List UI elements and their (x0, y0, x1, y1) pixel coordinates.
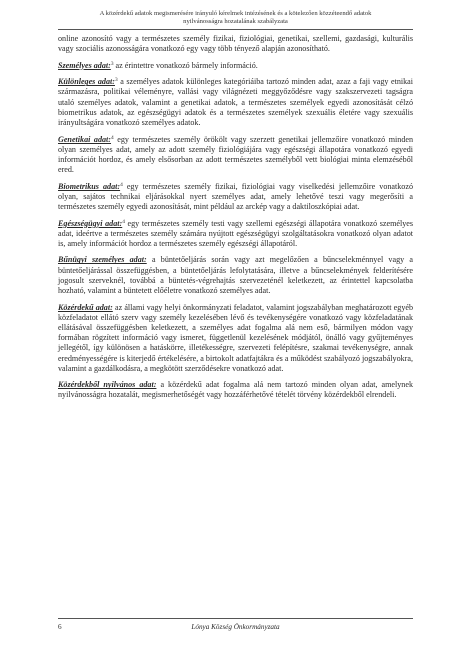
paragraph-health-data (58, 219, 413, 250)
paragraph-public-interest-data (58, 303, 413, 374)
header-line-2: nyilvánosságra hozatalának szabályzata (183, 18, 288, 26)
header-line-1: A közérdekű adatok megismerésére irányuló kérelmek intézésének és a kötelezően közzéteendő adatok (99, 10, 372, 17)
paragraph-criminal-data (58, 255, 413, 296)
definition-text: egy természetes személy testi vagy szellemi egészségi állapotára vonatkozó személyes adat, ideértve a természetes személy számára nyújtott egészségügyi szolgáltatásokra vonatkozó olyan adatot is, amely információt hordoz a természetes személy egészségi állapotáról. (58, 218, 414, 248)
definition-term: Genetikai adat: (58, 134, 112, 144)
footnote-ref: 4 (120, 181, 123, 188)
paragraph-public-data-on-grounds-of-public-interest (58, 380, 413, 400)
footnote-ref: 4 (122, 218, 125, 225)
definition-term: Közérdekű adat: (58, 302, 113, 312)
paragraph-genetic-data (58, 135, 413, 176)
definition-term: Biometrikus adat: (58, 181, 121, 191)
definition-text: egy természetes személy örökölt vagy szerzett genetikai jellemzőire vonatkozó minden olyan személyes adat, amely az adott személy fiziológiájára vagy egészségi állapotára vonatkozó egyedi információt hordoz, és amely elsősorban az adott természetes személyből vett biológiai minta elemzéséből ered. (58, 134, 414, 175)
footer-divider (58, 618, 413, 619)
page-header (40, 10, 431, 27)
definition-term: Egészségügyi adat: (58, 218, 123, 228)
definition-text: online azonosító vagy a természetes személy fizikai, fiziológiai, genetikai, szellemi, gazdasági, kulturális vagy szociális azonosságára vonatkozó egy vagy több tényező alapján azonosítható. (58, 34, 413, 54)
paragraph-biometric-data (58, 182, 413, 213)
paragraph-online-identifier (58, 34, 413, 54)
paragraph-special-data (58, 77, 413, 128)
page-number: 6 (58, 623, 62, 631)
definition-text: a személyes adatok különleges kategóriáiba tartozó minden adat, azaz a faji vagy etnikai származásra, politikai véleményre, vallási vagy világnézeti meggyőződésre vagy szakszervezeti tagságra utaló személyes adatok, valamint a genetikai adatok, a természetes személyek egyedi azonosítását célzó biometrikus adatok, az egészségügyi adatok és a természetes személyek szexuális életére vagy szexuális irányultságára vonatkozó személyes adatok. (58, 77, 414, 128)
definition-term: Bűnügyi személyes adat: (58, 255, 147, 265)
footnote-ref: 4 (111, 134, 114, 141)
footnote-ref: 3 (114, 77, 118, 84)
definition-text: az érintettre vonatkozó bármely információ. (113, 60, 258, 70)
header-divider (58, 29, 413, 30)
definition-term: Közérdekből nyilvános adat: (58, 380, 157, 390)
definition-text: a büntetőeljárás során vagy azt megelőzően a bűncselekménnyel vagy a büntetőeljárással összefüggésben, a büntetőeljárás lefolytatására, illetve a bűncselekmények felderítésére jogosult szerveknél, továbbá a büntetés-végrehajtás szervezeténél keletkezett, az érintettel kapcsolatba hozható, valamint a büntetett előéletre vonatkozó személyes adat. (58, 255, 413, 296)
document-body (58, 34, 413, 407)
definition-term: Személyes adat: (58, 60, 111, 70)
definition-text: a közérdekű adat fogalma alá nem tartozó minden olyan adat, amelynek nyilvánosságra hozatalát, megismerhetőségét vagy hozzáférhetővé tételét törvény közérdekből elrendeli. (58, 380, 413, 400)
definition-term: Különleges adat: (58, 77, 115, 87)
footer-organization: Lónya Község Önkormányzata (191, 623, 280, 631)
paragraph-personal-data (58, 61, 413, 71)
footnote-ref: 3 (110, 60, 114, 67)
definition-text: az állami vagy helyi önkormányzati feladatot, valamint jogszabályban meghatározott egyéb közfeladatot ellátó szerv vagy személy kezelésében lévő és tevékenységére vonatkozó vagy közfeladatának ellátásával összefüggésben keletkezett, a személyes adat fogalma alá nem eső, bármilyen módon vagy formában rögzített információ vagy ismeret, függetlenül kezelésének módjától, önálló vagy gyűjteményes jellegétől, így különösen a hatáskörre, illetékességre, szervezeti felépítésre, szakmai tevékenységre, annak eredményességére is kiterjedő értékelésére, a birtokolt adatfajtákra és a működést szabályozó jogszabályokra, valamint a gazdálkodásra, a megkötött szerződésekre vonatkozó adat. (58, 302, 413, 373)
definition-text: egy természetes személy fizikai, fiziológiai vagy viselkedési jellemzőire vonatkozó olyan, sajátos technikai eljárásokkal nyert személyes adat, amely lehetővé teszi vagy megerősíti a természetes személy egyedi azonosítását, mint például az arckép vagy a daktiloszkópiai adat. (58, 181, 413, 212)
